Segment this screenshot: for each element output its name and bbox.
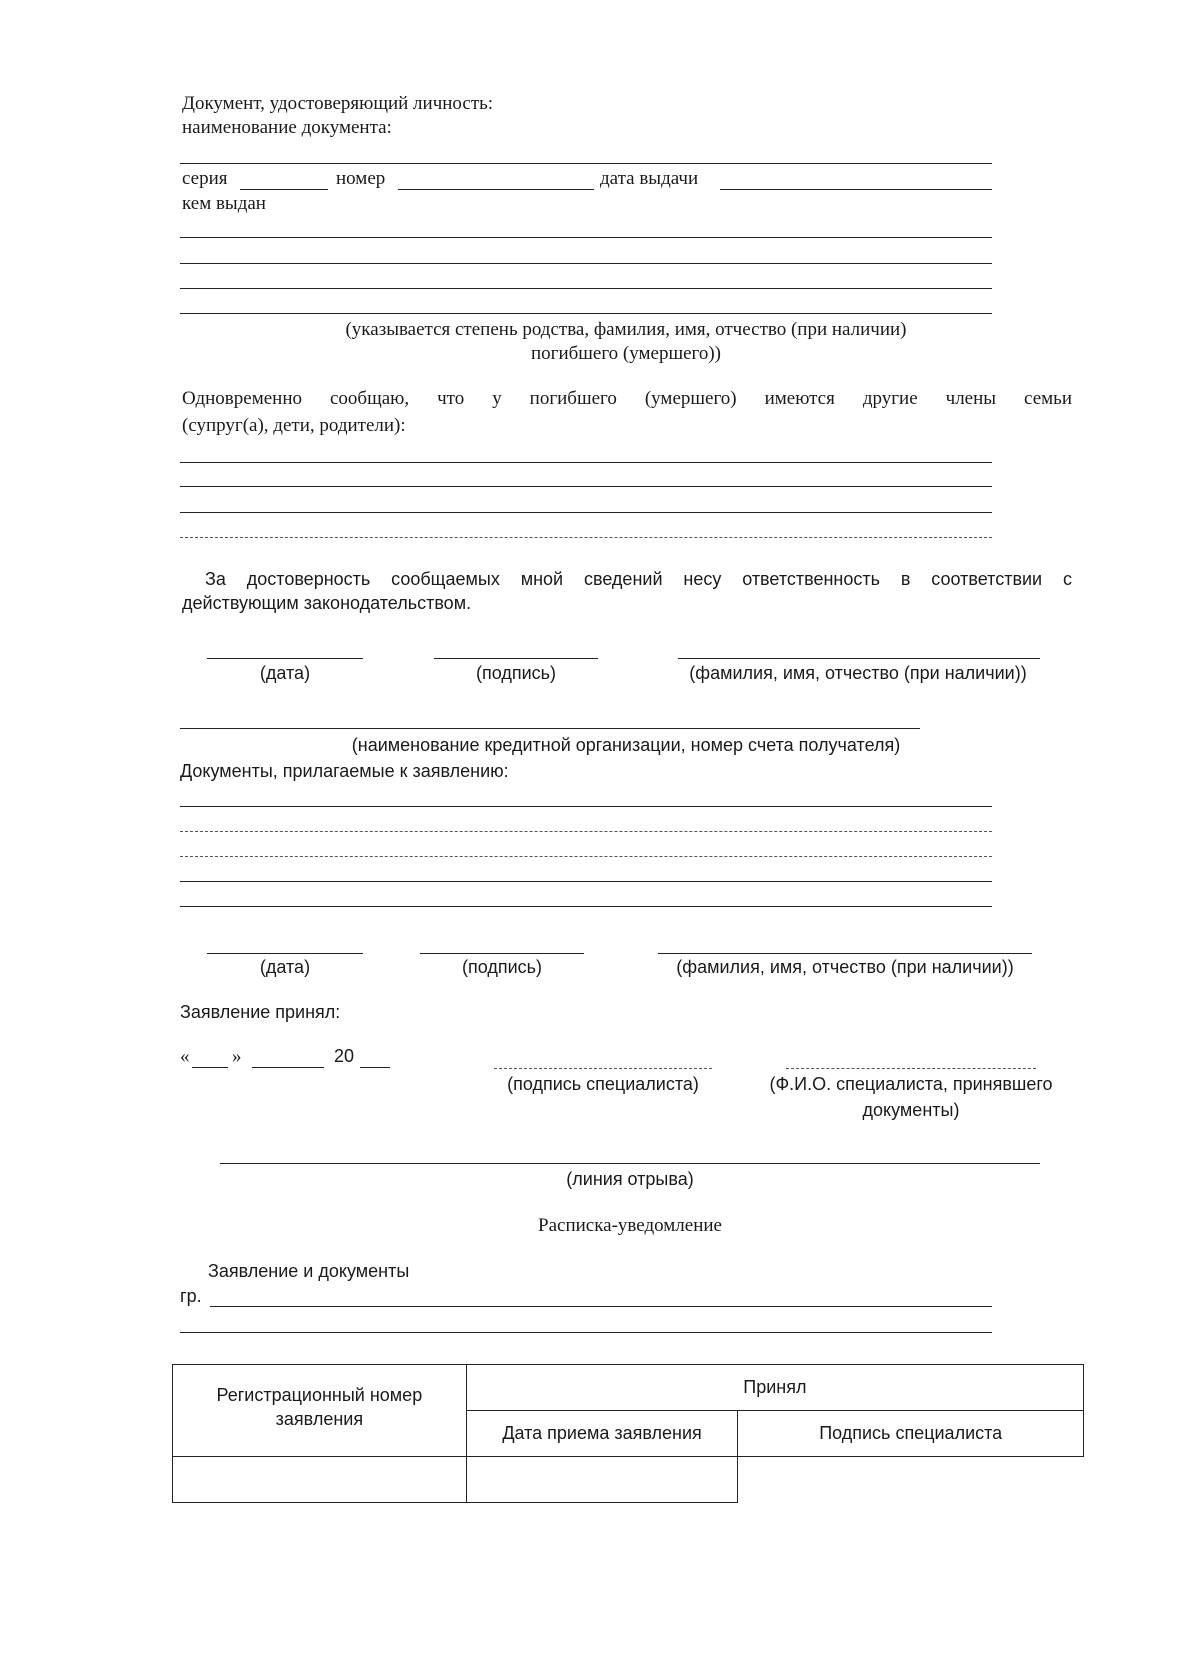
accepted-label: Заявление принял:	[180, 1002, 341, 1022]
relation-caption-continued: погибшего (умершего))	[531, 343, 721, 364]
full-name-caption: (фамилия, имя, отчество (при наличии))	[676, 957, 1014, 977]
bank-account-caption: (наименование кредитной организации, номер счета получателя)	[351, 735, 901, 755]
reg-number-cell[interactable]	[173, 1457, 467, 1503]
attachments-line[interactable]	[180, 831, 992, 832]
accepted-year-field[interactable]	[360, 1067, 390, 1068]
attachments-line[interactable]	[180, 806, 992, 807]
accepted-header	[466, 1365, 1083, 1411]
accepted-header-label: Принял	[743, 1377, 807, 1397]
date-cell[interactable]	[466, 1457, 738, 1503]
date-caption: (дата)	[259, 663, 311, 683]
citizen-name-line[interactable]	[180, 1332, 992, 1333]
relation-caption: (указывается степень родства, фамилия, имя, отчество (при наличии)	[345, 319, 907, 340]
relation-line[interactable]	[180, 313, 992, 314]
number-label: номер	[336, 168, 386, 189]
date-header	[466, 1411, 738, 1457]
family-members-text-continued: (супруг(а), дети, родители):	[182, 415, 406, 436]
responsibility-text: За достоверность сообщаемых мной сведений несу ответственность в соответствии с	[205, 569, 1072, 589]
accepted-month-field[interactable]	[252, 1067, 324, 1068]
signature-field[interactable]	[420, 953, 584, 954]
signature-caption: (подпись)	[475, 663, 557, 683]
issued-by-line[interactable]	[180, 288, 992, 289]
tear-line	[220, 1163, 1040, 1164]
family-members-line[interactable]	[180, 537, 992, 538]
signature-header	[738, 1411, 1084, 1457]
specialist-signature-field[interactable]	[494, 1068, 712, 1069]
date-close-quote: »	[232, 1046, 242, 1067]
date-caption: (дата)	[259, 957, 311, 977]
receipt-title: Расписка-уведомление	[538, 1215, 722, 1236]
document-name-label: наименование документа:	[182, 117, 392, 138]
family-members-text: Одновременно сообщаю, что у погибшего (умершего) имеются другие члены семьи	[182, 388, 1072, 409]
receipt-text: Заявление и документы	[208, 1261, 410, 1281]
bank-account-field[interactable]	[180, 728, 920, 729]
registration-table	[172, 1364, 1084, 1503]
accepted-year-prefix: 20	[334, 1046, 355, 1066]
family-members-line[interactable]	[180, 462, 992, 463]
date-field[interactable]	[207, 953, 363, 954]
attachments-line[interactable]	[180, 881, 992, 882]
citizen-prefix: гр.	[180, 1286, 202, 1306]
specialist-name-caption: (Ф.И.О. специалиста, принявшего	[769, 1074, 1053, 1094]
issued-by-line[interactable]	[180, 237, 992, 238]
reg-number-header-line: Регистрационный номер	[216, 1385, 423, 1405]
document-name-field[interactable]	[180, 163, 992, 164]
issue-date-field[interactable]	[720, 189, 992, 190]
date-field[interactable]	[207, 658, 363, 659]
attachments-line[interactable]	[180, 856, 992, 857]
accepted-day-field[interactable]	[192, 1067, 228, 1068]
signature-header-label: Подпись специалиста	[819, 1423, 1003, 1443]
date-header-label: Дата приема заявления	[502, 1423, 702, 1443]
signature-cell[interactable]	[738, 1457, 1084, 1503]
citizen-name-field[interactable]	[210, 1306, 992, 1307]
reg-number-header	[173, 1365, 467, 1457]
family-members-line[interactable]	[180, 486, 992, 487]
signature-field[interactable]	[434, 658, 598, 659]
full-name-field[interactable]	[678, 658, 1040, 659]
date-open-quote: «	[180, 1046, 190, 1067]
series-field[interactable]	[240, 189, 328, 190]
family-members-line[interactable]	[180, 512, 992, 513]
specialist-signature-caption: (подпись специалиста)	[507, 1074, 699, 1094]
id-document-heading: Документ, удостоверяющий личность:	[182, 93, 494, 114]
specialist-name-caption-continued: документы)	[862, 1100, 960, 1120]
specialist-name-field[interactable]	[786, 1068, 1036, 1069]
attachments-line[interactable]	[180, 906, 992, 907]
issue-date-label: дата выдачи	[600, 168, 699, 189]
signature-caption: (подпись)	[461, 957, 543, 977]
full-name-field[interactable]	[658, 953, 1032, 954]
reg-number-header-line: заявления	[275, 1409, 364, 1429]
series-label: серия	[182, 168, 228, 189]
full-name-caption: (фамилия, имя, отчество (при наличии))	[689, 663, 1027, 683]
issued-by-line[interactable]	[180, 263, 992, 264]
responsibility-text-continued: действующим законодательством.	[182, 593, 472, 613]
attachments-label: Документы, прилагаемые к заявлению:	[180, 761, 509, 781]
number-field[interactable]	[398, 189, 594, 190]
issued-by-label: кем выдан	[182, 193, 266, 214]
tear-line-caption: (линия отрыва)	[566, 1169, 694, 1189]
